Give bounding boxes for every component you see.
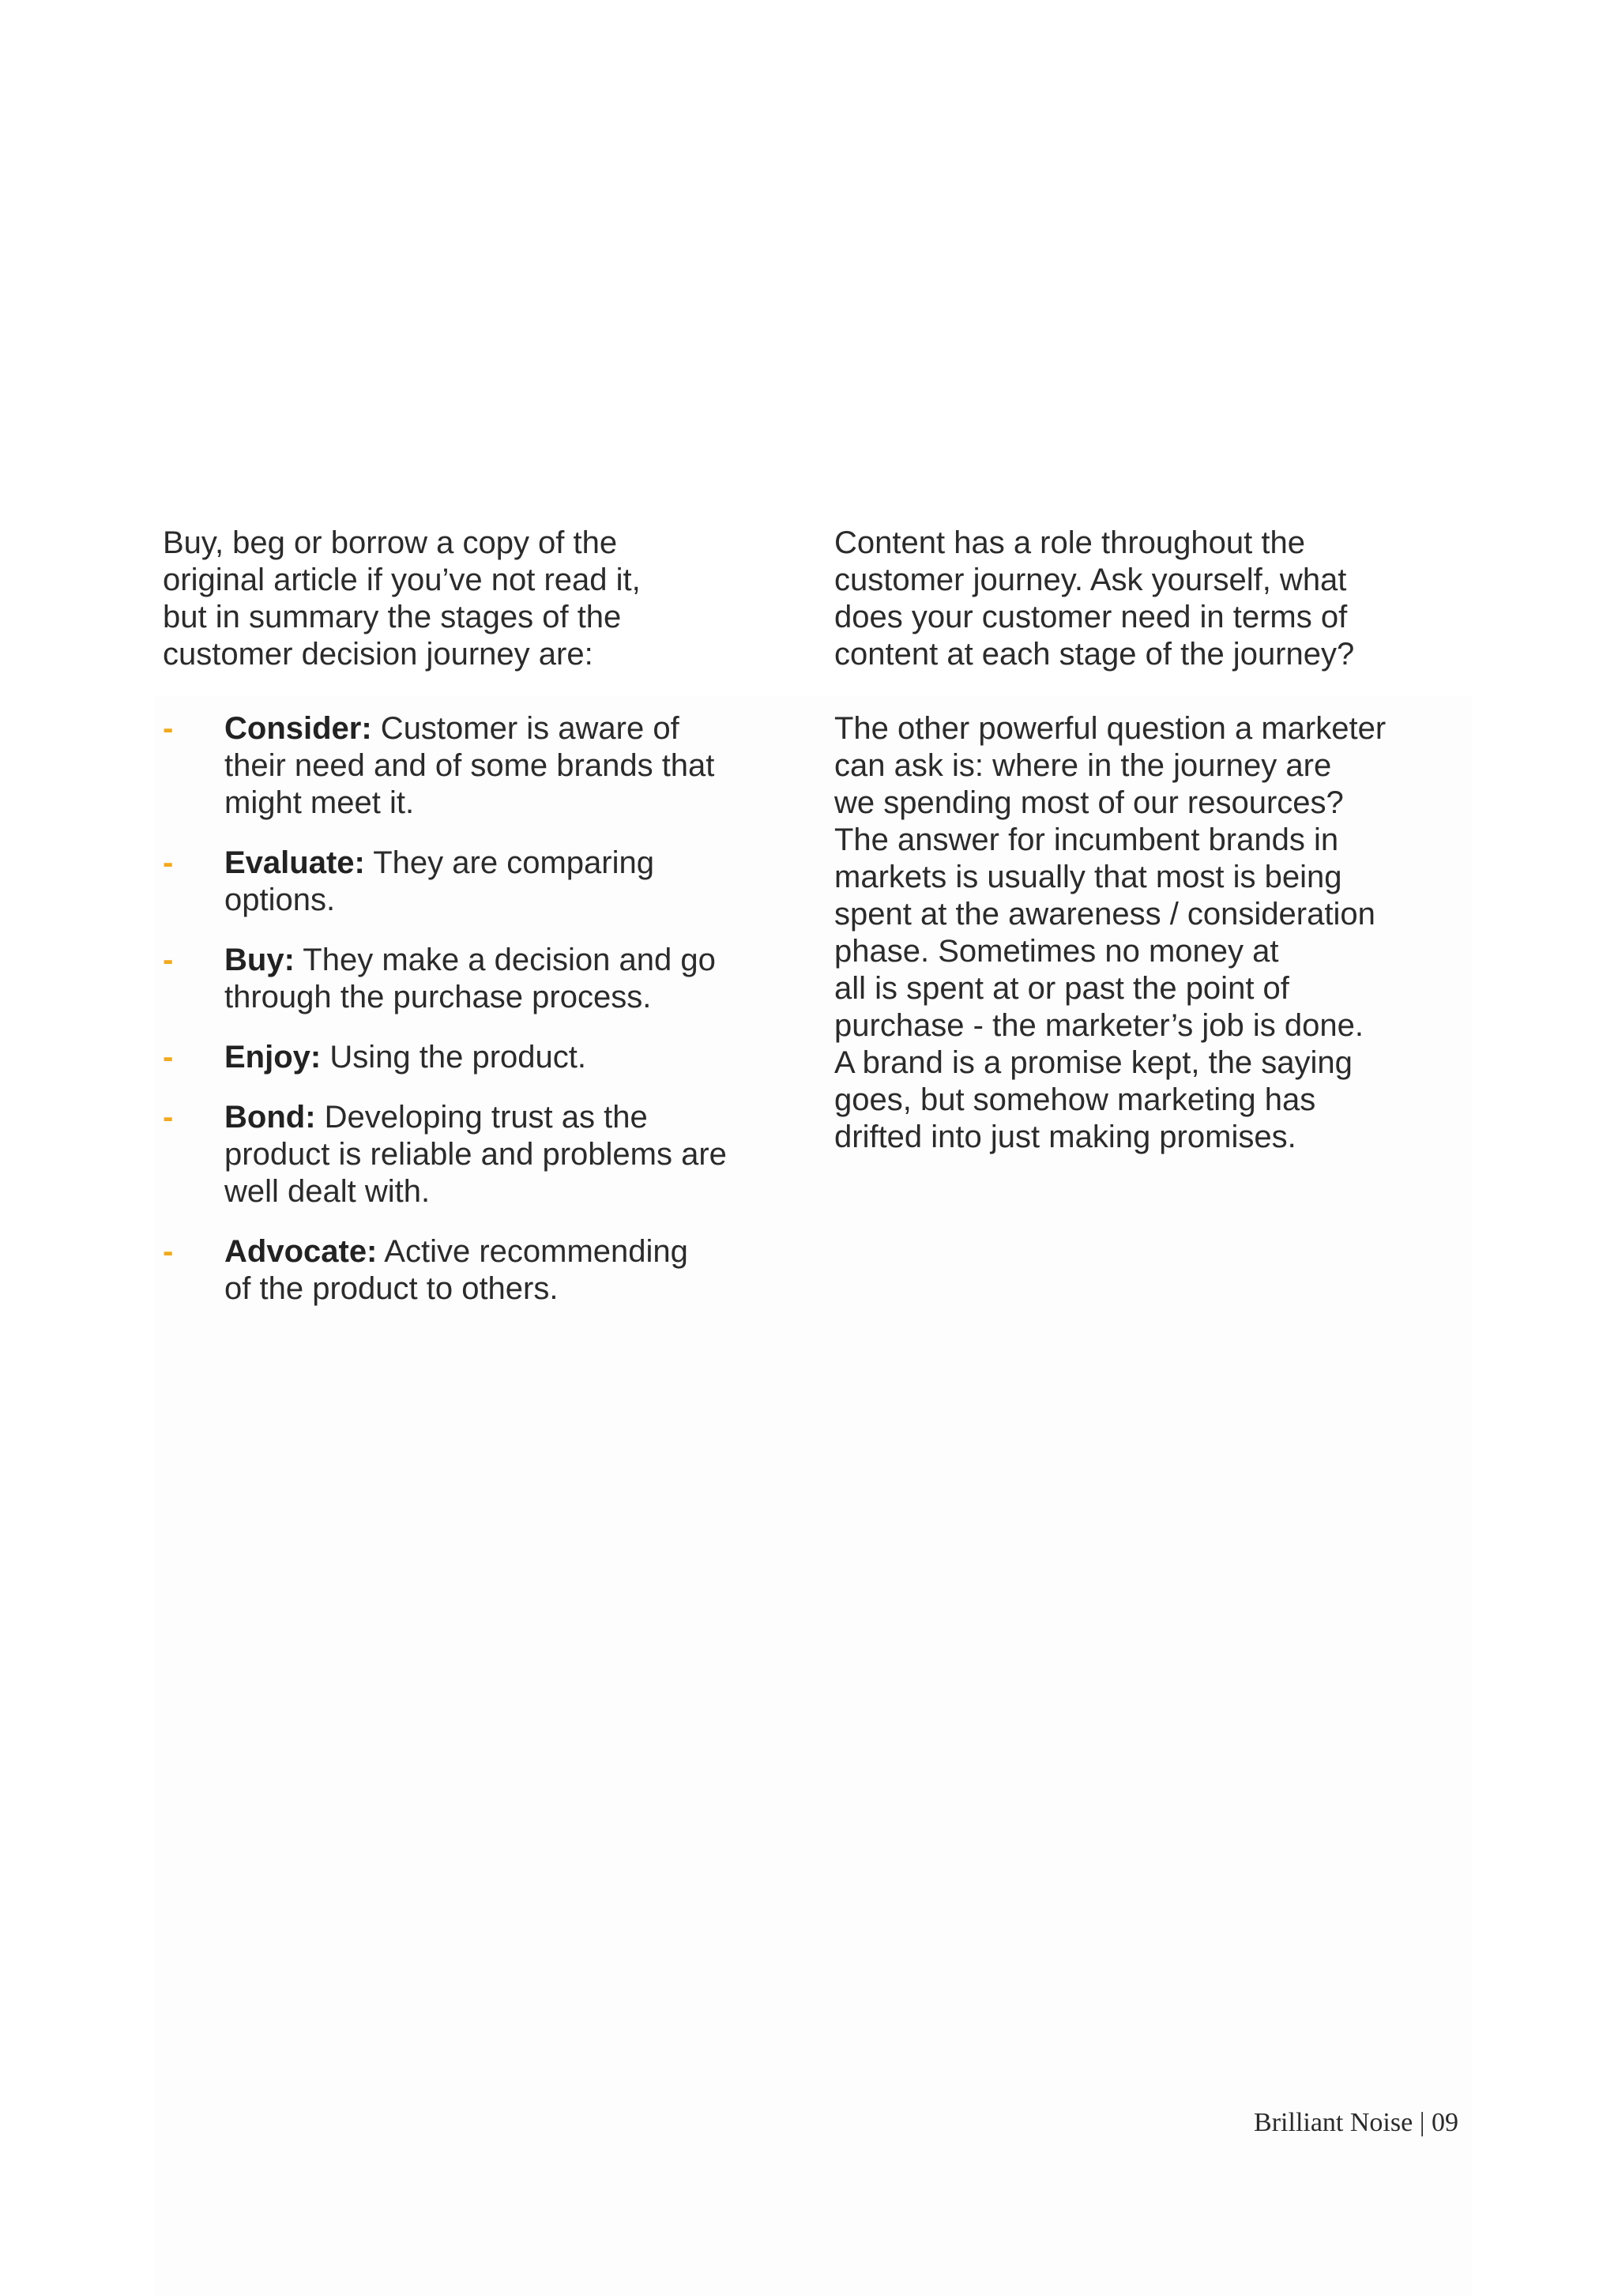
dash-bullet-icon: - xyxy=(163,845,174,880)
right-column xyxy=(834,525,1466,1156)
stage-item-evaluate xyxy=(163,845,795,919)
intro-paragraph: Buy, beg or borrow a copy of the original article if you’ve not read it, but in summary the stages of the customer decision journey are: xyxy=(163,525,641,672)
stage-description: Customer is aware of their need and of some brands that might meet it. xyxy=(224,711,715,820)
dash-bullet-icon: - xyxy=(163,1234,174,1269)
stage-term: Buy: xyxy=(224,943,295,977)
stage-description: They are comparing options. xyxy=(224,845,654,917)
stage-term: Enjoy: xyxy=(224,1040,322,1075)
stage-term: Bond: xyxy=(224,1100,316,1135)
dash-bullet-icon: - xyxy=(163,1040,174,1075)
stage-term: Evaluate: xyxy=(224,845,365,880)
content-role-paragraph: Content has a role throughout the customer journey. Ask yourself, what does your customer need in terms of content at each stage of the journey? xyxy=(834,525,1355,672)
stage-description: Active recommending of the product to others. xyxy=(224,1234,688,1306)
stage-item-bond xyxy=(163,1099,795,1210)
stage-description: They make a decision and go through the purchase process. xyxy=(224,943,716,1014)
stage-item-consider xyxy=(163,710,795,822)
stage-item-enjoy xyxy=(163,1039,795,1076)
stage-description: Using the product. xyxy=(321,1040,586,1075)
stage-term: Advocate: xyxy=(224,1234,378,1269)
left-column xyxy=(163,525,795,1331)
stage-term: Consider: xyxy=(224,711,372,746)
stage-item-buy xyxy=(163,942,795,1016)
dash-bullet-icon: - xyxy=(163,711,174,746)
dash-bullet-icon: - xyxy=(163,943,174,977)
resources-paragraph: The other powerful question a marketer can ask is: where in the journey are we spending most of our resources? The answer for incumbent brands in markets is usually that most is being spent at the awareness / consideration phase. Sometimes no money at all is spent at or past the point of purchase - the marketer’s job is done. A brand is a promise kept, the saying goes, but somehow marketing has drifted into just making promises. xyxy=(834,711,1387,1154)
page-footer: Brilliant Noise | 09 xyxy=(1254,2108,1458,2137)
journey-stage-list xyxy=(163,710,795,1308)
stage-description: Developing trust as the product is reliable and problems are well dealt with. xyxy=(224,1100,727,1209)
dash-bullet-icon: - xyxy=(163,1100,174,1135)
stage-item-advocate xyxy=(163,1233,795,1308)
